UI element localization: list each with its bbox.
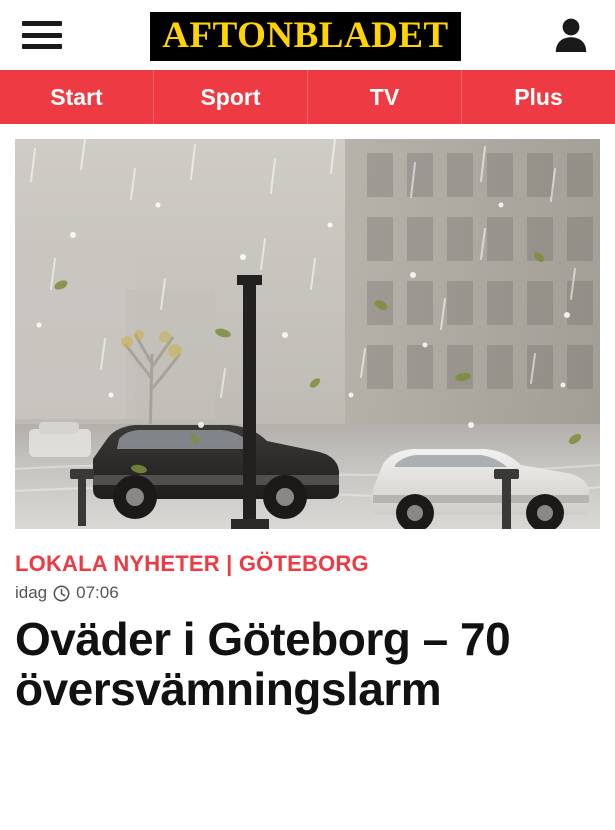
article-headline[interactable]: Oväder i Göteborg – 70 översvämningslarm [15, 613, 511, 715]
article-time-value: 07:06 [76, 583, 119, 602]
site-logo[interactable] [62, 12, 549, 61]
logo-text: AFTONBLADET [162, 14, 449, 56]
clock-icon [53, 585, 70, 602]
article-time-label: idag [15, 583, 48, 602]
nav-item-plus[interactable]: Plus [514, 83, 563, 110]
article-kicker[interactable]: LOKALA NYHETER | GÖTEBORG [15, 551, 369, 576]
hamburger-menu-icon[interactable] [22, 19, 62, 51]
hamburger-line [22, 44, 62, 49]
top-bar [0, 0, 615, 70]
hamburger-line [22, 21, 62, 26]
logo-box [150, 12, 461, 61]
article-hero-image[interactable] [15, 139, 600, 529]
hamburger-line [22, 33, 62, 38]
nav-item-tv[interactable]: TV [308, 70, 462, 124]
article-meta [15, 583, 600, 603]
nav-item-start[interactable]: Start [0, 70, 154, 124]
main-navigation [0, 70, 615, 124]
article-content [0, 124, 615, 830]
nav-item-sport[interactable]: Sport [154, 70, 308, 124]
user-account-icon[interactable] [549, 13, 593, 57]
